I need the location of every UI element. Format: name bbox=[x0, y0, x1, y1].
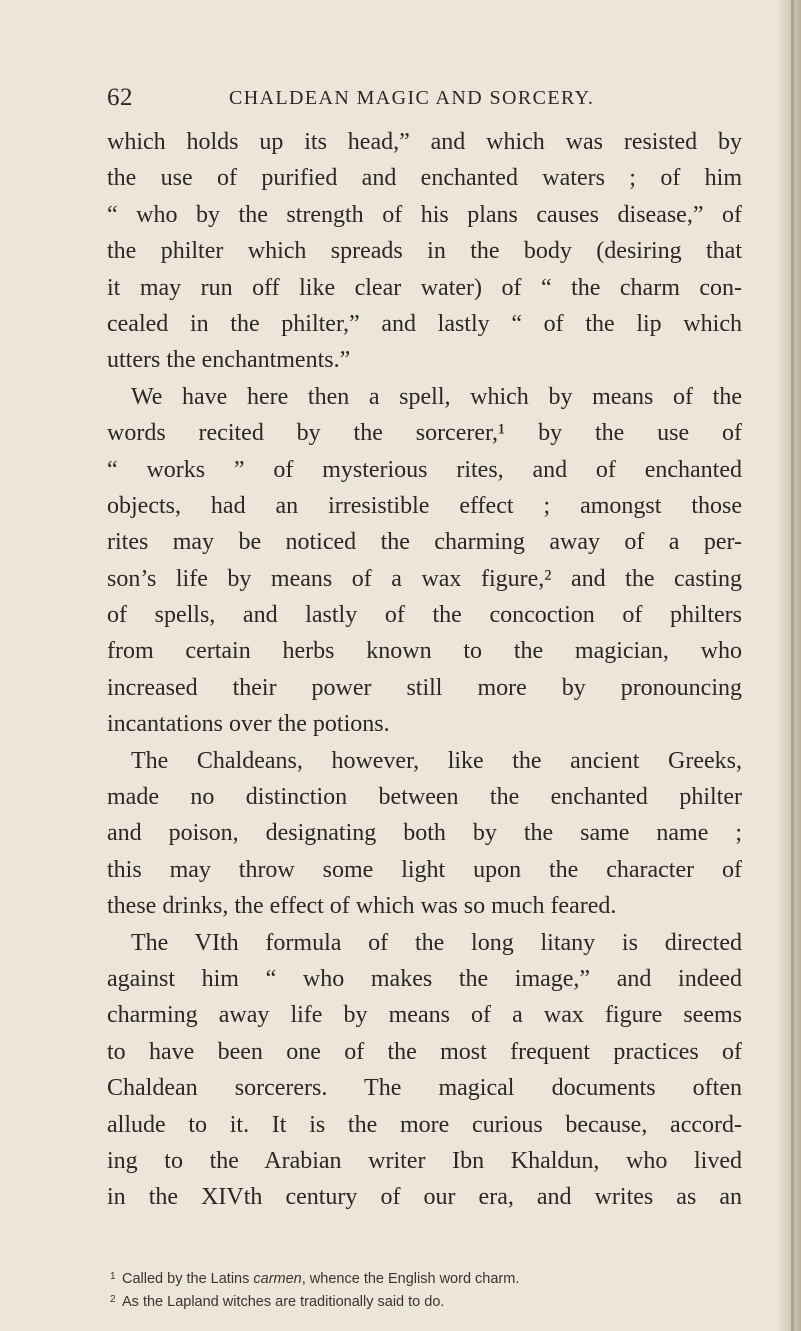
text-line: Chaldean sorcerers. The magical documents often bbox=[107, 1075, 742, 1102]
text-line: The Chaldeans, however, like the ancient Greeks, bbox=[131, 747, 742, 774]
text-line: “ works ” of mysterious rites, and of enchanted bbox=[107, 456, 742, 483]
text-line: son’s life by means of a wax figure,² and the casting bbox=[107, 565, 742, 592]
text-line: of spells, and lastly of the concoction of philters bbox=[107, 602, 742, 629]
footnote-text: As the Lapland witches are traditionally said to do. bbox=[122, 1294, 445, 1310]
text-line: ing to the Arabian writer Ibn Khaldun, who lived bbox=[107, 1147, 742, 1174]
text-line: utters the enchantments.” bbox=[107, 347, 351, 374]
text-line: the philter which spreads in the body (desiring that bbox=[107, 238, 742, 265]
footnote-text: Called by the Latins carmen, whence the English word charm. bbox=[122, 1271, 520, 1287]
footnote bbox=[110, 1265, 742, 1288]
running-head: CHALDEAN MAGIC AND SORCERY. bbox=[229, 87, 595, 109]
text-line: which holds up its head,” and which was resisted by bbox=[107, 129, 742, 155]
text-line: the use of purified and enchanted waters ; of him bbox=[107, 165, 742, 192]
footnote bbox=[110, 1288, 742, 1311]
text-line: in the XIVth century of our era, and writes as an bbox=[107, 1184, 742, 1211]
text-line: allude to it. It is the more curious because, accord- bbox=[107, 1111, 742, 1138]
text-line: these drinks, the effect of which was so much feared. bbox=[107, 893, 617, 920]
text-line: increased their power still more by pronouncing bbox=[107, 674, 742, 701]
page-number: 62 bbox=[107, 84, 133, 111]
text-line: charming away life by means of a wax figure seems bbox=[107, 1002, 742, 1029]
page-header bbox=[107, 80, 742, 116]
text-line: “ who by the strength of his plans causes disease,” of bbox=[107, 201, 742, 228]
text-line: objects, had an irresistible effect ; amongst those bbox=[107, 492, 742, 519]
page-edge-shadow bbox=[779, 0, 801, 1331]
italic-term: carmen bbox=[253, 1271, 302, 1287]
footnote-mark: 2 bbox=[110, 1294, 116, 1305]
text-line: incantations over the potions. bbox=[107, 711, 390, 738]
body-text bbox=[107, 124, 742, 1216]
text-line: from certain herbs known to the magician, who bbox=[107, 638, 742, 665]
text-line: made no distinction between the enchanted philter bbox=[107, 784, 742, 811]
text-line: to have been one of the most frequent practices of bbox=[107, 1038, 742, 1065]
text-line: against him “ who makes the image,” and indeed bbox=[107, 965, 742, 992]
text-line: rites may be noticed the charming away of a per- bbox=[107, 529, 742, 556]
text-line: this may throw some light upon the character of bbox=[107, 856, 742, 883]
text-line: words recited by the sorcerer,¹ by the use of bbox=[107, 420, 742, 447]
text-line: it may run off like clear water) of “ the charm con- bbox=[107, 274, 742, 301]
text-line: We have here then a spell, which by means of the bbox=[131, 383, 742, 410]
text-line: and poison, designating both by the same name ; bbox=[107, 820, 742, 847]
footnotes bbox=[110, 1265, 742, 1311]
page-edge-line bbox=[791, 0, 794, 1331]
text-line: cealed in the philter,” and lastly “ of the lip which bbox=[107, 310, 742, 337]
text-line: The VIth formula of the long litany is directed bbox=[131, 929, 742, 956]
footnote-mark: 1 bbox=[110, 1271, 116, 1282]
